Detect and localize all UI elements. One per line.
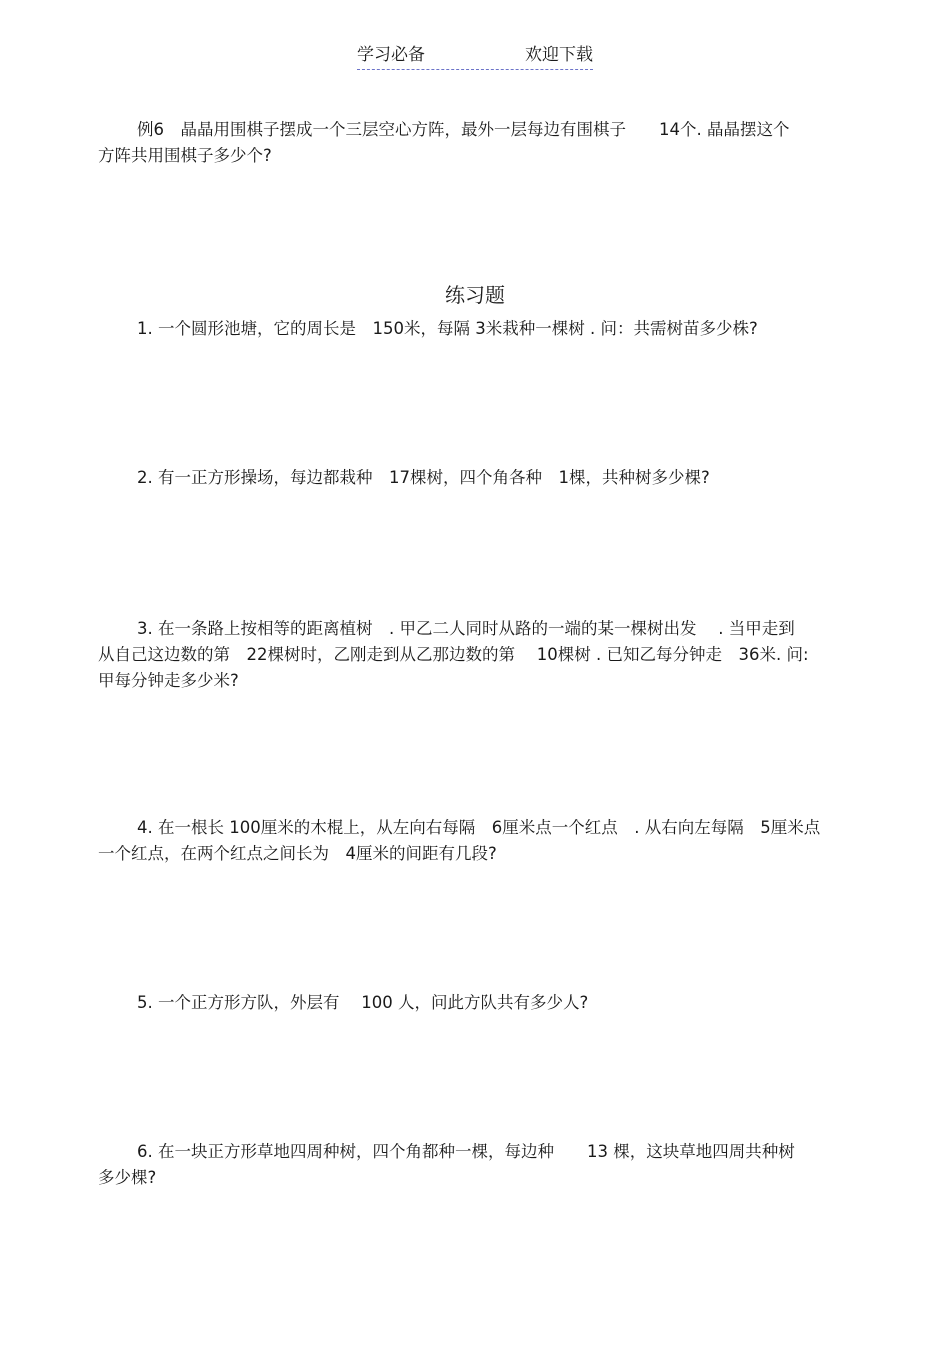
exercise-4 <box>98 815 850 867</box>
exercise-4-line-2: 一个红点，在两个红点之间长为 4厘米的间距有几段? <box>98 844 497 863</box>
exercise-3-line-2: 从自己这边数的第 22棵树时，乙刚走到从乙那边数的第 10棵树 . 已知乙每分钟走 36米. 问: <box>98 645 809 664</box>
header-right-text: 欢迎下载 <box>525 45 593 65</box>
example-line-1: 例6 晶晶用围棋子摆成一个三层空心方阵，最外一层每边有围棋子 14个. 晶晶摆这个 <box>137 120 790 139</box>
exercise-5-line-1: 5. 一个正方形方队，外层有 100 人，问此方队共有多少人? <box>137 993 589 1012</box>
exercise-5 <box>98 990 850 1016</box>
exercise-6 <box>98 1139 850 1191</box>
example-6 <box>98 117 850 169</box>
exercise-3-line-1: 3. 在一条路上按相等的距离植树 . 甲乙二人同时从路的一端的某一棵树出发 . 当甲走到 <box>137 619 795 638</box>
section-title: 练习题 <box>445 283 505 307</box>
exercise-6-line-1: 6. 在一块正方形草地四周种树，四个角都种一棵，每边种 13 棵，这块草地四周共种树 <box>137 1142 795 1161</box>
exercise-1 <box>98 316 850 342</box>
exercise-4-line-1: 4. 在一根长 100厘米的木棍上，从左向右每隔 6厘米点一个红点 . 从右向左每隔 5厘米点 <box>137 818 821 837</box>
exercise-2 <box>98 465 850 491</box>
exercise-3 <box>98 616 850 694</box>
example-line-2: 方阵共用围棋子多少个? <box>98 146 272 165</box>
exercise-1-line-1: 1. 一个圆形池塘，它的周长是 150米，每隔 3米栽种一棵树 . 问：共需树苗多少株? <box>137 319 758 338</box>
exercise-3-line-3: 甲每分钟走多少米? <box>98 671 239 690</box>
page-header <box>357 40 593 70</box>
exercise-6-line-2: 多少棵? <box>98 1168 157 1187</box>
exercise-2-line-1: 2. 有一正方形操场，每边都栽种 17棵树，四个角各种 1棵，共种树多少棵? <box>137 468 710 487</box>
header-left-text: 学习必备 <box>357 45 425 65</box>
